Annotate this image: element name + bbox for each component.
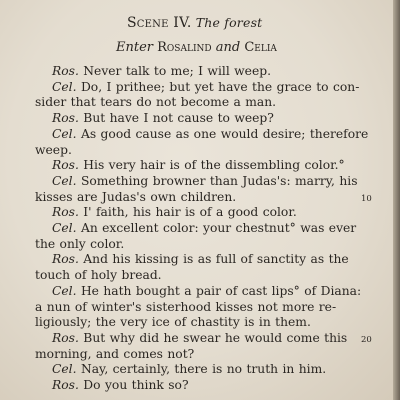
line-text: kisses are Judas's own children.: [35, 189, 237, 204]
stage-enter: Enter: [116, 40, 153, 55]
dialogue-line: [52, 80, 359, 94]
line-text: His very hair is of the dissembling color.°: [78, 158, 345, 173]
line-text: Never talk to me; I will weep.: [78, 64, 272, 78]
line-text: ligiously; the very ice of chastity is in them.: [35, 315, 311, 330]
line-text: Do you think so?: [78, 378, 189, 392]
speaker: Ros.: [52, 111, 79, 126]
dialogue-line: [35, 315, 311, 329]
speaker: Ros.: [52, 378, 79, 392]
line-text: Something browner than Judas's: marry, his: [76, 173, 358, 188]
speaker: Ros.: [52, 158, 79, 173]
line-text: sider that tears do not become a man.: [35, 95, 277, 110]
speaker: Cel.: [52, 283, 77, 298]
line-number: 20: [361, 334, 372, 345]
stage-character-rosalind: Rosalind: [157, 40, 212, 55]
dialogue-line: [52, 331, 347, 345]
dialogue-line: [52, 362, 326, 376]
dialogue-line: [52, 174, 358, 188]
dialogue-line: [35, 300, 336, 314]
dialogue-line: [52, 127, 368, 141]
line-text: touch of holy bread.: [35, 268, 162, 283]
dialogue-line: [35, 268, 162, 282]
line-text: I' faith, his hair is of a good color.: [78, 205, 297, 220]
scene-place: The forest: [195, 15, 263, 30]
dialogue-line: [52, 252, 349, 266]
line-text: Nay, certainly, there is no truth in him.: [76, 362, 327, 377]
dialogue-line: [35, 237, 124, 251]
page-spine-shadow: [393, 0, 400, 400]
line-text: weep.: [35, 142, 72, 157]
stage-direction: [116, 40, 277, 55]
speaker: Ros.: [52, 330, 79, 345]
stage-and: and: [215, 40, 241, 55]
line-text: morning, and comes not?: [35, 346, 195, 361]
speaker: Ros.: [52, 252, 79, 267]
dialogue-line: [52, 205, 297, 219]
dialogue-line: [52, 158, 345, 172]
line-text: But have I not cause to weep?: [78, 111, 274, 126]
line-text: As good cause as one would desire; therefore: [76, 126, 369, 141]
dialogue-line: [35, 190, 236, 204]
speaker: Cel.: [52, 126, 77, 141]
speaker: Ros.: [52, 205, 79, 220]
line-text: He hath bought a pair of cast lips° of Diana:: [76, 283, 362, 298]
line-text: the only color.: [35, 236, 125, 251]
line-number: 10: [361, 193, 372, 204]
speaker: Ros.: [52, 64, 79, 78]
stage-character-celia: Celia: [244, 40, 277, 55]
speaker: Cel.: [52, 79, 77, 94]
dialogue-line: [35, 143, 72, 157]
speaker: Cel.: [52, 221, 77, 235]
line-text: An excellent color: your chestnut° was ever: [76, 221, 357, 235]
line-text: But why did he swear he would come this: [78, 330, 348, 345]
dialogue-line: [52, 284, 361, 298]
dialogue-line: [35, 347, 194, 361]
line-text: And his kissing is as full of sanctity as the: [78, 252, 349, 267]
dialogue-line: [52, 378, 189, 392]
scene-number: Scene IV.: [127, 15, 192, 31]
dialogue-line: [52, 221, 356, 235]
dialogue-line: [35, 95, 276, 109]
speaker: Cel.: [52, 362, 77, 377]
speaker: Cel.: [52, 173, 77, 188]
line-text: a nun of winter's sisterhood kisses not more re-: [35, 299, 337, 314]
scene-heading: [127, 15, 262, 31]
dialogue-line: [52, 111, 274, 125]
line-text: Do, I prithee; but yet have the grace to con-: [76, 79, 360, 94]
dialogue-line: [52, 64, 271, 78]
